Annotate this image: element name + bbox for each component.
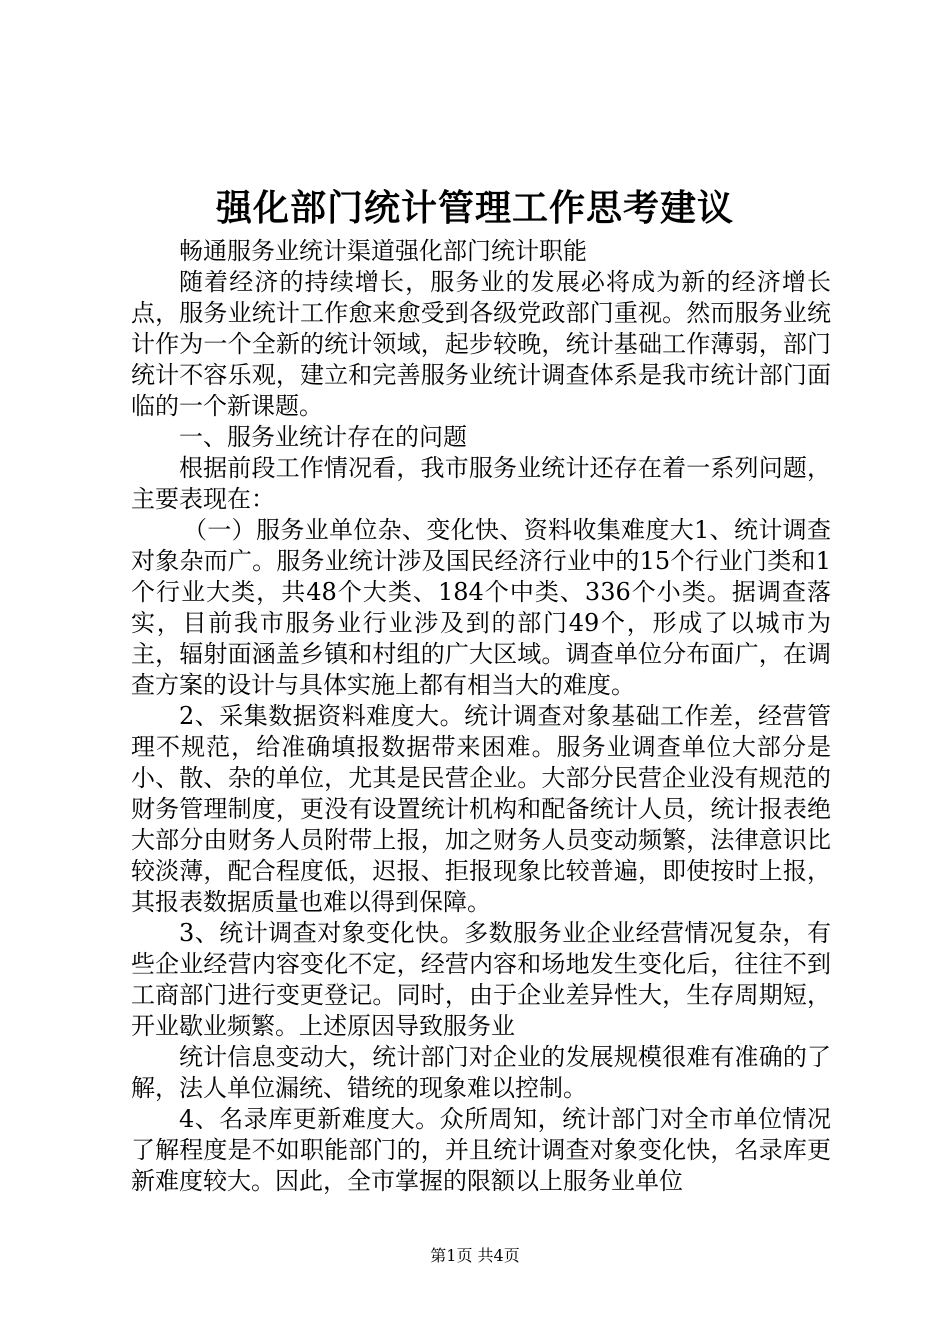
paragraph-point-3-continued: 统计信息变动大，统计部门对企业的发展规模很难有准确的了解，法人单位漏统、错统的现象难以控制。 bbox=[131, 1043, 831, 1102]
paragraph-point-2: 2、采集数据资料难度大。统计调查对象基础工作差，经营管理不规范，给准确填报数据带来困难。服务业调查单位大部分是小、散、杂的单位，尤其是民营企业。大部分民营企业没有规范的财务管理制度，更没有设置统计机构和配备统计人员，统计报表绝大部分由财务人员附带上报，加之财务人员变动频繁，法律意识比较淡薄，配合程度低，迟报、拒报现象比较普遍，即使按时上报，其报表数据质量也难以得到保障。 bbox=[131, 702, 831, 916]
document-body bbox=[131, 236, 831, 1197]
section-heading-problems: 一、服务业统计存在的问题 bbox=[179, 423, 467, 451]
paragraph-overview: 根据前段工作情况看，我市服务业统计还存在着一系列问题，主要表现在： bbox=[131, 454, 831, 513]
paragraph-point-1: （一）服务业单位杂、变化快、资料收集难度大1、统计调查对象杂而广。服务业统计涉及国民经济行业中的15个行业门类和1个行业大类，共48个大类、184个中类、336个小类。据调查落实，目前我市服务业行业涉及到的部门49个，形成了以城市为主，辐射面涵盖乡镇和村组的广大区域。调查单位分布面广，在调查方案的设计与具体实施上都有相当大的难度。 bbox=[131, 516, 831, 699]
paragraph-point-4: 4、名录库更新难度大。众所周知，统计部门对全市单位情况了解程度是不如职能部门的，并且统计调查对象变化快，名录库更新难度较大。因此，全市掌握的限额以上服务业单位 bbox=[131, 1105, 831, 1195]
paragraph-intro: 随着经济的持续增长，服务业的发展必将成为新的经济增长点，服务业统计工作愈来愈受到各级党政部门重视。然而服务业统计作为一个全新的统计领域，起步较晚，统计基础工作薄弱，部门统计不容乐观，建立和完善服务业统计调查体系是我市统计部门面临的一个新课题。 bbox=[131, 268, 831, 420]
paragraph-subtitle: 畅通服务业统计渠道强化部门统计职能 bbox=[179, 237, 587, 265]
paragraph-point-3: 3、统计调查对象变化快。多数服务业企业经营情况复杂，有些企业经营内容变化不定，经营内容和场地发生变化后，往往不到工商部门进行变更登记。同时，由于企业差异性大，生存周期短，开业歇业频繁。上述原因导致服务业 bbox=[131, 919, 831, 1040]
document-title: 强化部门统计管理工作思考建议 bbox=[215, 187, 734, 229]
page-footer: 第1页 共4页 bbox=[430, 1246, 520, 1265]
